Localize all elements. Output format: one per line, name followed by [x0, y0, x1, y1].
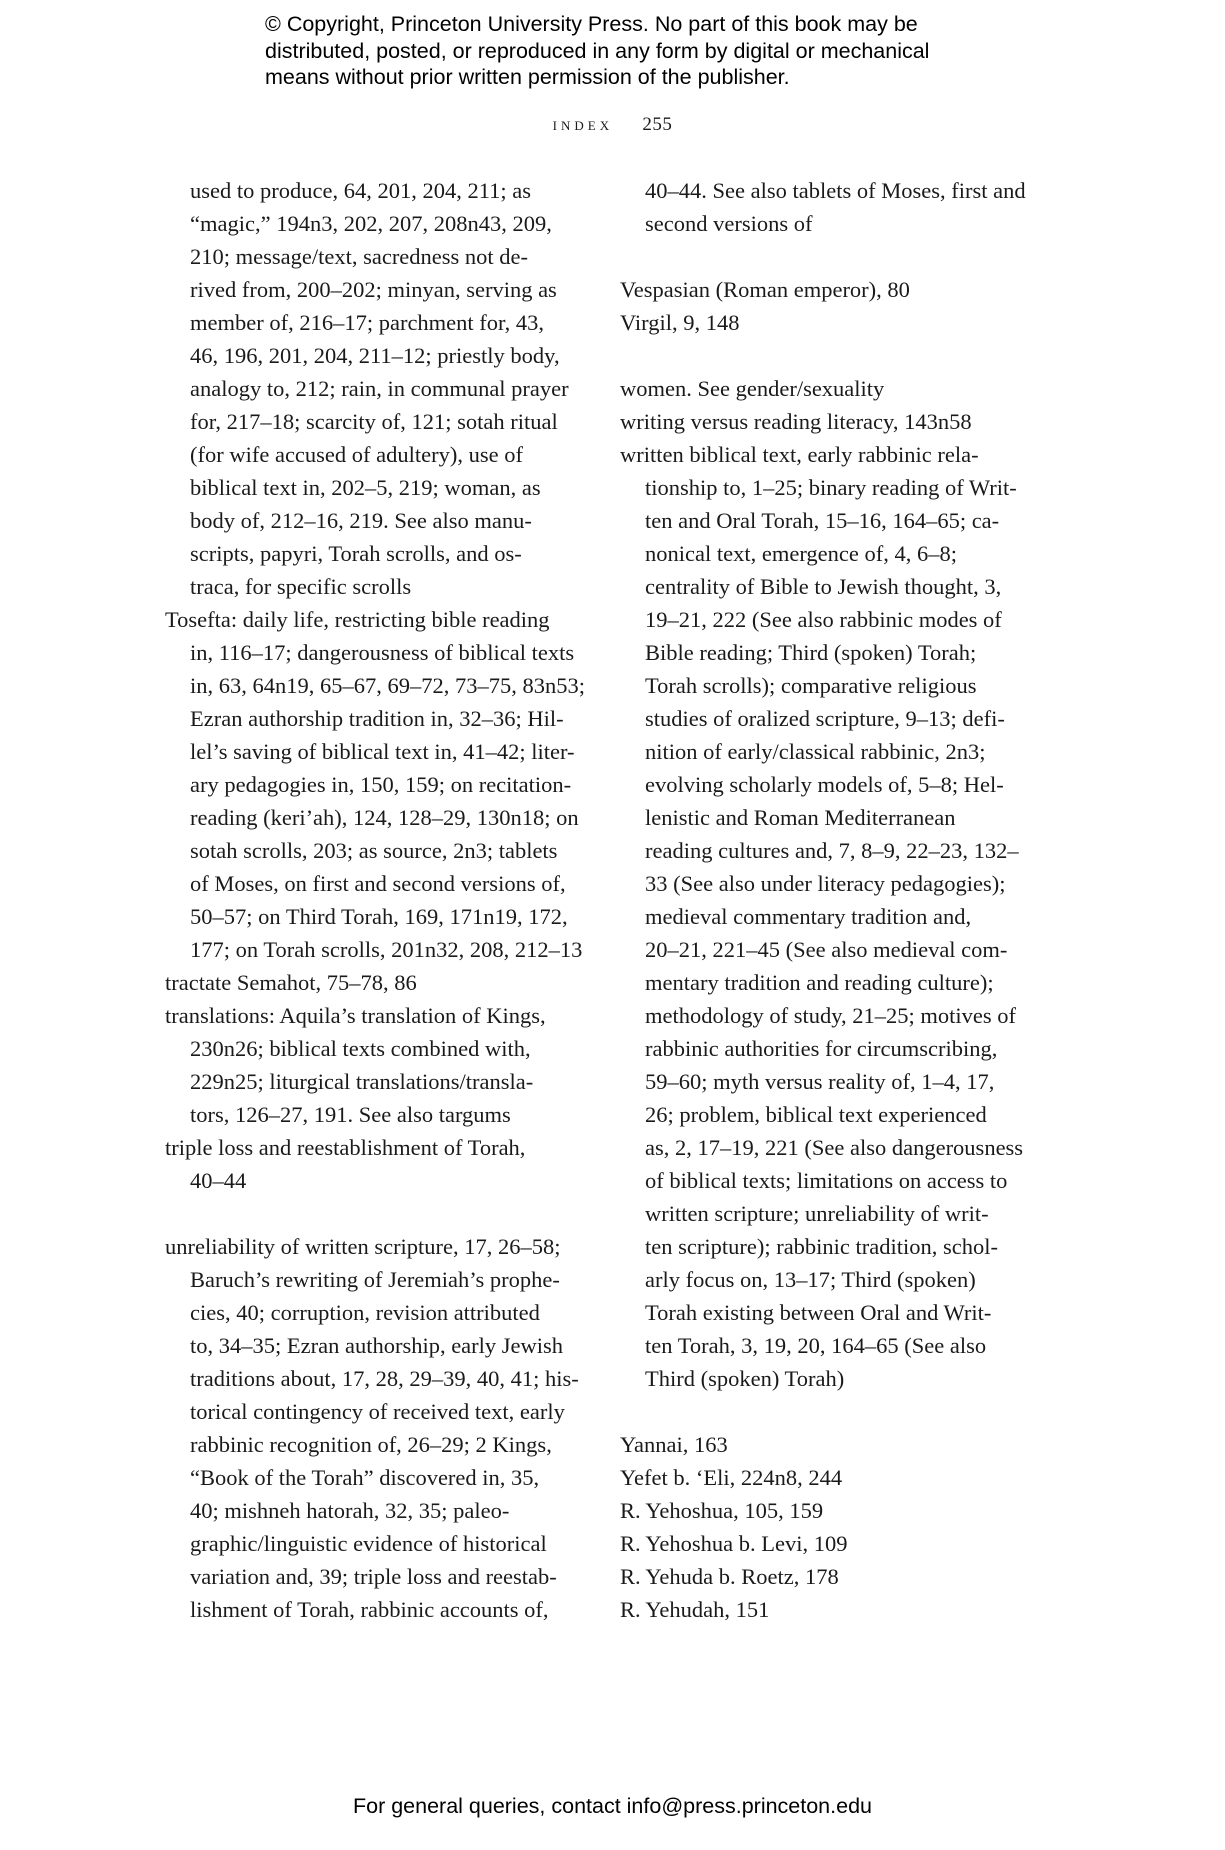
index-line-continuation: biblical text in, 202–5, 219; woman, as	[190, 475, 541, 500]
index-line-continuation: graphic/linguistic evidence of historical	[190, 1531, 547, 1556]
index-spacer	[620, 339, 1050, 372]
running-head-title: index	[552, 114, 614, 135]
index-line-continuation: traditions about, 17, 28, 29–39, 40, 41; his-	[190, 1366, 579, 1391]
index-line-continuation: in, 63, 64n19, 65–67, 69–72, 73–75, 83n53;	[190, 673, 586, 698]
index-line-continuation: written scripture; unreliability of writ-	[645, 1201, 989, 1226]
index-spacer	[620, 240, 1050, 273]
index-line-continuation: lishment of Torah, rabbinic accounts of,	[190, 1597, 549, 1622]
index-line-continuation: lel’s saving of biblical text in, 41–42; liter-	[190, 739, 575, 764]
index-spacer	[620, 1395, 1050, 1428]
index-line-continuation: centrality of Bible to Jewish thought, 3,	[645, 574, 1002, 599]
index-line-continuation: ten scripture); rabbinic tradition, schol-	[645, 1234, 999, 1259]
index-line-continuation: analogy to, 212; rain, in communal prayer	[190, 376, 569, 401]
index-spacer	[165, 1197, 595, 1230]
index-line-continuation: 210; message/text, sacredness not de-	[190, 244, 529, 269]
index-line-continuation: methodology of study, 21–25; motives of	[645, 1003, 1017, 1028]
index-line-continuation: medieval commentary tradition and,	[645, 904, 972, 929]
index-line-continuation: scripts, papyri, Torah scrolls, and os-	[190, 541, 522, 566]
index-line-continuation: 46, 196, 201, 204, 211–12; priestly body,	[190, 343, 560, 368]
index-line-continuation: of biblical texts; limitations on access to	[645, 1168, 1008, 1193]
index-line-continuation: for, 217–18; scarcity of, 121; sotah ritual	[190, 409, 558, 434]
index-line-continuation: lenistic and Roman Mediterranean	[645, 805, 956, 830]
index-line-continuation: “magic,” 194n3, 202, 207, 208n43, 209,	[190, 211, 552, 236]
index-entry-heading: Yefet b. ‘Eli, 224n8, 244	[620, 1465, 843, 1490]
index-line-continuation: traca, for specific scrolls	[190, 574, 412, 599]
index-line-continuation: tors, 126–27, 191. See also targums	[190, 1102, 511, 1127]
index-line-continuation: body of, 212–16, 219. See also manu-	[190, 508, 532, 533]
index-line-continuation: Bible reading; Third (spoken) Torah;	[645, 640, 977, 665]
page-number: 255	[642, 114, 673, 135]
index-line-continuation: 40–44	[190, 1168, 247, 1193]
index-line-continuation: arly focus on, 13–17; Third (spoken)	[645, 1267, 976, 1292]
index-line-continuation: ten and Oral Torah, 15–16, 164–65; ca-	[645, 508, 1000, 533]
index-line-continuation: sotah scrolls, 203; as source, 2n3; tablets	[190, 838, 558, 863]
index-entry-heading: Vespasian (Roman emperor), 80	[620, 277, 910, 302]
index-column-right	[620, 174, 1050, 1626]
index-line-continuation: 26; problem, biblical text experienced	[645, 1102, 987, 1127]
index-line-continuation: in, 116–17; dangerousness of biblical texts	[190, 640, 575, 665]
index-line-continuation: rabbinic authorities for circumscribing,	[645, 1036, 998, 1061]
copyright-line: distributed, posted, or reproduced in any form by digital or mechanical	[265, 38, 930, 63]
index-line-continuation: ary pedagogies in, 150, 159; on recitation-	[190, 772, 572, 797]
index-line-continuation: Baruch’s rewriting of Jeremiah’s prophe-	[190, 1267, 560, 1292]
index-line-continuation: of Moses, on first and second versions of,	[190, 871, 566, 896]
index-entry-heading: written biblical text, early rabbinic rela-	[620, 442, 979, 467]
index-entry-heading: R. Yehoshua, 105, 159	[620, 1498, 824, 1523]
index-line-continuation: to, 34–35; Ezran authorship, early Jewish	[190, 1333, 564, 1358]
footer-contact: For general queries, contact info@press.princeton.edu	[352, 1794, 872, 1818]
index-line-continuation: nition of early/classical rabbinic, 2n3;	[645, 739, 986, 764]
index-entry-heading: women. See gender/sexuality	[620, 376, 885, 401]
index-entry-heading: Tosefta: daily life, restricting bible reading	[165, 607, 550, 632]
index-line-continuation: as, 2, 17–19, 221 (See also dangerousness	[645, 1135, 1024, 1160]
index-line-continuation: cies, 40; corruption, revision attributed	[190, 1300, 540, 1325]
index-column-left	[165, 174, 595, 1626]
index-line-continuation: 59–60; myth versus reality of, 1–4, 17,	[645, 1069, 995, 1094]
index-line-continuation: 230n26; biblical texts combined with,	[190, 1036, 531, 1061]
index-line-continuation: 33 (See also under literacy pedagogies);	[645, 871, 1006, 896]
index-line-continuation: (for wife accused of adultery), use of	[190, 442, 523, 467]
index-line-continuation: 177; on Torah scrolls, 201n32, 208, 212–13	[190, 937, 583, 962]
index-line-continuation: rived from, 200–202; minyan, serving as	[190, 277, 557, 302]
index-line-continuation: evolving scholarly models of, 5–8; Hel-	[645, 772, 1004, 797]
index-entry-heading: writing versus reading literacy, 143n58	[620, 409, 972, 434]
index-line-continuation: 40; mishneh hatorah, 32, 35; paleo-	[190, 1498, 510, 1523]
copyright-line: means without prior written permission of the publisher.	[265, 65, 790, 89]
index-entry-heading: R. Yehoshua b. Levi, 109	[620, 1531, 848, 1556]
index-entry-heading: Yannai, 163	[620, 1432, 728, 1457]
index-line-continuation: tionship to, 1–25; binary reading of Writ-	[645, 475, 1017, 500]
index-line-continuation: 19–21, 222 (See also rabbinic modes of	[645, 607, 1002, 632]
index-line-continuation: torical contingency of received text, early	[190, 1399, 565, 1424]
index-line-continuation: Torah existing between Oral and Writ-	[645, 1300, 992, 1325]
index-line-continuation: 40–44. See also tablets of Moses, first and	[645, 178, 1026, 203]
index-line-continuation: 50–57; on Third Torah, 169, 171n19, 172,	[190, 904, 568, 929]
index-line-continuation: 229n25; liturgical translations/transla-	[190, 1069, 534, 1094]
index-entry-heading: unreliability of written scripture, 17, 26–58;	[165, 1234, 561, 1259]
copyright-notice	[265, 11, 1025, 91]
index-entry-heading: R. Yehudah, 151	[620, 1597, 770, 1622]
index-line-continuation: reading cultures and, 7, 8–9, 22–23, 132–	[645, 838, 1019, 863]
running-head	[0, 114, 1225, 136]
index-entry-heading: Virgil, 9, 148	[620, 310, 740, 335]
index-line-continuation: variation and, 39; triple loss and reestab-	[190, 1564, 557, 1589]
index-line-continuation: rabbinic recognition of, 26–29; 2 Kings,	[190, 1432, 552, 1457]
index-line-continuation: mentary tradition and reading culture);	[645, 970, 994, 995]
copyright-line: © Copyright, Princeton University Press. No part of this book may be	[265, 12, 918, 36]
index-line-continuation: member of, 216–17; parchment for, 43,	[190, 310, 545, 335]
index-line-continuation: reading (keri’ah), 124, 128–29, 130n18; on	[190, 805, 579, 830]
index-line-continuation: second versions of	[645, 211, 813, 236]
index-line-continuation: Torah scrolls); comparative religious	[645, 673, 977, 698]
index-line-continuation: nonical text, emergence of, 4, 6–8;	[645, 541, 957, 566]
index-line-continuation: Ezran authorship tradition in, 32–36; Hil-	[190, 706, 564, 731]
index-line-continuation: ten Torah, 3, 19, 20, 164–65 (See also	[645, 1333, 987, 1358]
index-line-continuation: Third (spoken) Torah)	[645, 1366, 845, 1391]
index-entry-heading: translations: Aquila’s translation of Kings,	[165, 1003, 546, 1028]
index-entry-heading: tractate Semahot, 75–78, 86	[165, 970, 417, 995]
index-line-continuation: 20–21, 221–45 (See also medieval com-	[645, 937, 1008, 962]
index-line-continuation: studies of oralized scripture, 9–13; defi-	[645, 706, 1005, 731]
index-line-continuation: “Book of the Torah” discovered in, 35,	[190, 1465, 540, 1490]
index-entry-heading: triple loss and reestablishment of Torah,	[165, 1135, 526, 1160]
index-entry-heading: R. Yehuda b. Roetz, 178	[620, 1564, 839, 1589]
index-line-continuation: used to produce, 64, 201, 204, 211; as	[190, 178, 531, 203]
